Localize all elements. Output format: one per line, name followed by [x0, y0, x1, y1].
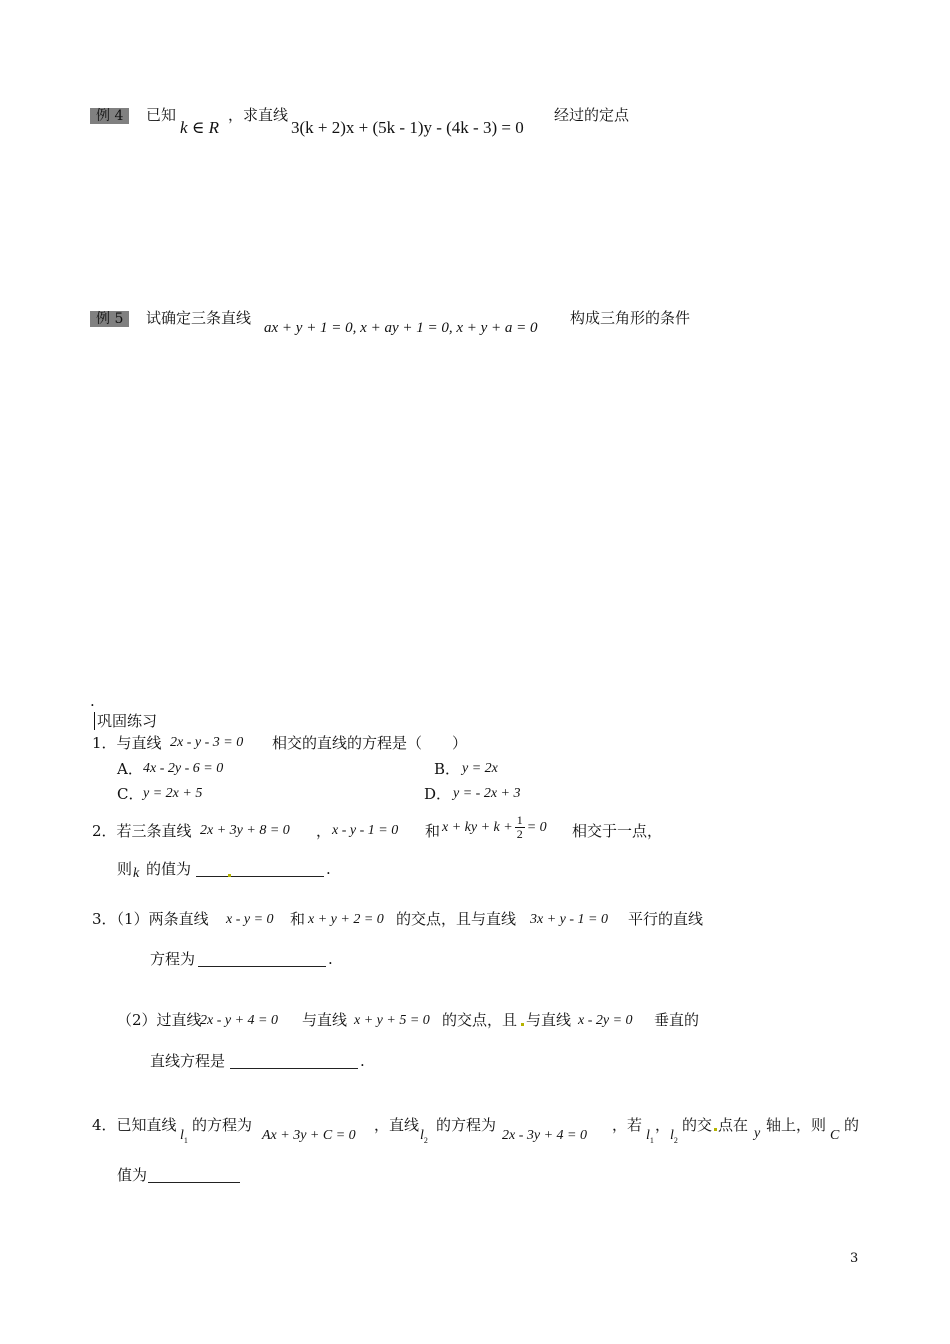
- q4-l2-sub: 2: [423, 1136, 428, 1145]
- q1-stem-b: 相交的直线的方程是（ ）: [272, 734, 468, 752]
- example-4-text-3: 经过的定点: [554, 106, 630, 124]
- q3-text-1: 3．（1）两条直线: [92, 910, 209, 928]
- q4-text-7b: 点在: [718, 1116, 749, 1134]
- q4-text-5: ，若: [612, 1116, 643, 1134]
- q4-text-3: ，直线: [374, 1116, 420, 1134]
- q3-2-mark-icon: [521, 1023, 524, 1026]
- q1-option-b-label: B．: [434, 760, 461, 778]
- q3-equation-3: 3x + y - 1 = 0: [530, 912, 608, 927]
- q3-2-answer-blank[interactable]: [230, 1054, 358, 1069]
- q4-l1-letter: l: [180, 1128, 184, 1143]
- q2-text-4: 相交于一点，: [572, 822, 663, 840]
- q3-equation-1: x - y = 0: [226, 912, 274, 927]
- q4-c: C: [830, 1128, 840, 1143]
- example-4: [90, 106, 129, 125]
- q4-l2b-letter: l: [670, 1128, 674, 1143]
- q1-option-a: 4x - 2y - 6 = 0: [143, 761, 224, 776]
- q1-option-b: y = 2x: [462, 761, 498, 776]
- example-4-tag: 例 4: [90, 108, 129, 124]
- example-4-text-2: ，求直线: [228, 106, 289, 124]
- q3-2-line2-end: .: [360, 1052, 365, 1070]
- q3-2-equation-2: x + y + 5 = 0: [354, 1013, 430, 1028]
- q2-line2-b: 的值为: [146, 860, 192, 878]
- q1-stem-equation: 2x - y - 3 = 0: [170, 735, 244, 750]
- q2-text-3: 和: [425, 822, 441, 840]
- q3-2-text-3: 的交点，且: [442, 1011, 518, 1029]
- q2-text-2: ，: [316, 822, 332, 840]
- page-number: 3: [850, 1251, 859, 1266]
- q4-l1-sub: 1: [183, 1136, 188, 1145]
- q4-equation-1: Ax + 3y + C = 0: [262, 1128, 356, 1143]
- q4-l2: [420, 1128, 428, 1145]
- q1-option-a-label: A．: [117, 760, 143, 778]
- q2-line2-k: k: [133, 866, 140, 881]
- blank-mark-icon: [228, 874, 231, 877]
- q2-equation-3-left: x + ky + k +: [442, 819, 513, 835]
- q2-answer-blank[interactable]: [196, 862, 324, 877]
- q4-l1b-letter: l: [646, 1128, 650, 1143]
- q2-fraction-numerator: 1: [516, 813, 523, 827]
- example-5-equations: ax + y + 1 = 0, x + ay + 1 = 0, x + y + a = 0: [264, 320, 538, 336]
- q2-equation-1: 2x + 3y + 8 = 0: [200, 823, 290, 838]
- q3-text-4: 平行的直线: [628, 910, 704, 928]
- section-title: 巩固练习: [94, 712, 157, 730]
- q3-equation-2: x + y + 2 = 0: [308, 912, 384, 927]
- q3-line2-a: 方程为: [150, 950, 196, 968]
- example-4-math-1: k ∈ R: [180, 118, 220, 137]
- q2-equation-3: [442, 814, 547, 841]
- example-5-text-1: 试确定三条直线: [146, 309, 252, 327]
- example-4-text-1: 已知: [146, 106, 177, 124]
- q2-equation-3-right: = 0: [526, 819, 547, 835]
- example-5: [90, 309, 129, 328]
- q3-2-text-2: 与直线: [302, 1011, 348, 1029]
- q4-line2: 值为: [117, 1166, 148, 1184]
- q1-option-d-label: D．: [424, 785, 452, 803]
- q2-text-1: 2．若三条直线: [92, 822, 192, 840]
- q1-option-c-label: C．: [117, 785, 144, 803]
- q4-text-7a: 的交: [682, 1116, 713, 1134]
- q3-2-line2-a: 直线方程是: [150, 1052, 226, 1070]
- q2-line2-a: 则: [117, 860, 133, 878]
- q4-y: y: [754, 1126, 761, 1141]
- q4-text-1: 4．已知直线: [92, 1116, 177, 1134]
- q4-text-4: 的方程为: [436, 1116, 497, 1134]
- q3-2-equation-1: 2x - y + 4 = 0: [200, 1013, 278, 1028]
- q1-option-c: y = 2x + 5: [143, 786, 203, 801]
- q1-stem-a: 1．与直线: [92, 734, 162, 752]
- q3-text-2: 和: [290, 910, 306, 928]
- q4-text-8: 轴上，则: [766, 1116, 827, 1134]
- q4-l2-letter: l: [420, 1128, 424, 1143]
- q3-2-text-4: 垂直的: [654, 1011, 700, 1029]
- q1-option-d: y = - 2x + 3: [453, 786, 521, 801]
- q4-l1b-sub: 1: [649, 1136, 654, 1145]
- q3-2-text-1: （2）过直线: [117, 1011, 202, 1029]
- q2-line2-end: .: [326, 860, 331, 878]
- q3-text-3: 的交点，且与直线: [396, 910, 517, 928]
- q4-text-9: 的: [844, 1116, 860, 1134]
- example-4-equation: 3(k + 2)x + (5k - 1)y - (4k - 3) = 0: [291, 118, 524, 137]
- example-5-text-2: 构成三角形的条件: [570, 309, 691, 327]
- q4-text-6: ，: [655, 1116, 671, 1134]
- q4-text-2: 的方程为: [192, 1116, 253, 1134]
- q2-equation-2: x - y - 1 = 0: [332, 823, 399, 838]
- q3-line2-end: .: [328, 950, 333, 968]
- q4-answer-blank[interactable]: [148, 1168, 240, 1183]
- q4-l2b-sub: 2: [673, 1136, 678, 1145]
- q3-1-answer-blank[interactable]: [198, 952, 326, 967]
- q4-equation-2: 2x - 3y + 4 = 0: [502, 1128, 587, 1143]
- q2-fraction: [515, 814, 525, 841]
- q4-l1b: [646, 1128, 654, 1145]
- q3-2-equation-3: x - 2y = 0: [578, 1013, 633, 1028]
- section-mark: .: [90, 692, 95, 710]
- q3-2-text-3b: 与直线: [526, 1011, 572, 1029]
- q4-l1: [180, 1128, 188, 1145]
- q2-fraction-denominator: 2: [516, 827, 523, 841]
- example-5-tag: 例 5: [90, 311, 129, 327]
- q4-mark-icon: [714, 1128, 717, 1131]
- q4-l2b: [670, 1128, 678, 1145]
